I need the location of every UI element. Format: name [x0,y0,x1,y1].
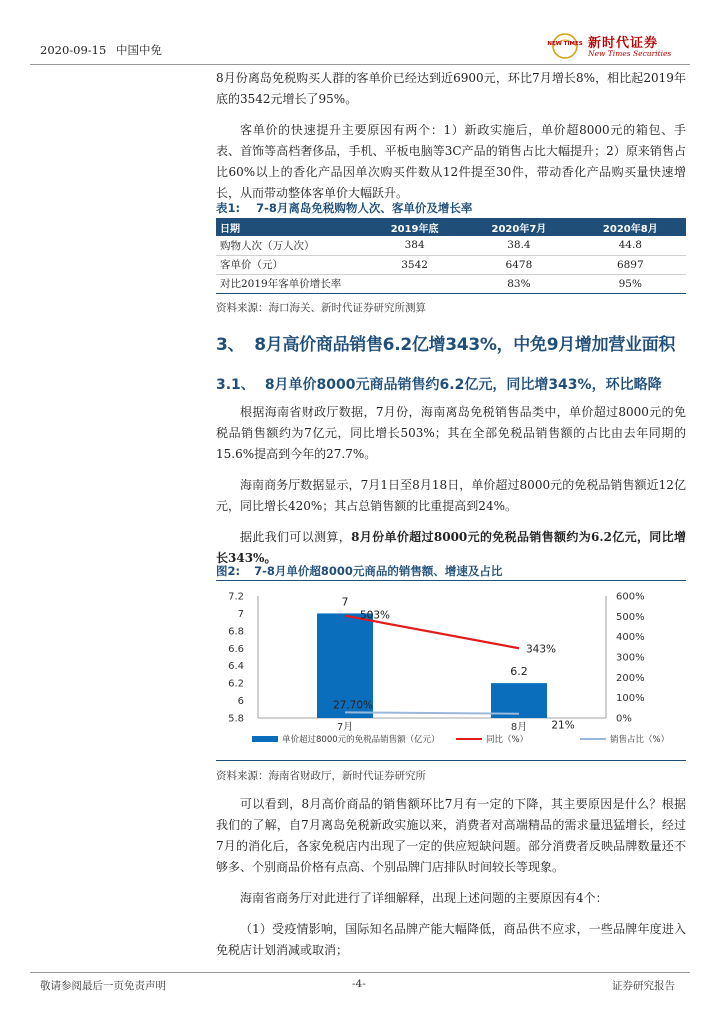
y-left-tick-label: 7 [237,608,244,620]
table-cell: 客单价（元） [216,255,366,274]
table-row [216,274,686,293]
table-1-source: 资料来源：海口海关、新时代证券研究所测算 [216,302,426,314]
y-left-tick-label: 5.8 [228,713,244,725]
table-header-row [216,218,686,236]
paragraph-3: 根据海南省财政厅数据，7月份，海南离岛免税销售品类中，单价超过8000元的免税品销售额约为7亿元，同比增长503%；其在全部免税品销售额的占比由去年同期的15.6%提高到今年的27.7%。 [216,405,686,461]
y-left-tick-label: 6.4 [228,661,244,673]
section-3-1-body [216,402,686,569]
y-right-tick-label: 100% [616,693,645,705]
paragraph-8: （1）受疫情影响，国际知名品牌产能大幅降低，商品供不应求，一些品牌年度进入免税店计划消减或取消； [216,922,686,957]
table-header-cell: 2019年底 [366,218,463,236]
svg-text:NEW TIMES: NEW TIMES [547,41,583,47]
paragraph-4: 海南商务厅数据显示，7月1日至8月18日，单价超过8000元的免税品销售额近12亿元，同比增长420%；其占总销售额的比重提高到24%。 [216,478,686,513]
page-header [30,30,690,62]
section-3-1-heading [216,374,696,394]
y-right-tick-label: 600% [616,591,645,603]
sales-share-line [345,712,519,713]
brand-logo-icon [547,32,583,60]
y-left-tick-label: 6.6 [228,643,244,655]
brand-logo [547,30,690,62]
paragraph-1: 8月份离岛免税购买人群的客单价已经达到近6900元，环比7月增长8%，相比起2019年底的3542元增长了95%。 [216,71,686,106]
table-1-number: 表1: [216,201,241,215]
company-name: 中国中免 [115,43,162,57]
table-cell: 44.8 [575,236,686,255]
table-cell: 83% [463,274,574,293]
paragraph-7: 海南省商务厅对此进行了详细解释，出现上述问题的主要原因有4个： [240,891,608,905]
legend-label: 同比（%） [486,735,529,745]
section-3-title: 8月高价商品销售6.2亿增343%，中免9月增加营业面积 [254,335,676,355]
table-cell: 3542 [366,255,463,274]
y-left-tick-label: 7.2 [228,591,244,603]
table-cell: 6897 [575,255,686,274]
section-3-1-title: 8月单价8000元商品销售约6.2亿元，同比增343%，环比略降 [264,377,662,393]
table-cell [366,274,463,293]
header-meta [40,42,168,58]
share-data-label: 21% [551,719,575,732]
legend-swatch [252,736,278,742]
section-3-heading [216,330,696,355]
brand-name-en: New Times Securities [588,49,672,58]
yoy-data-label: 503% [359,609,391,622]
y-right-tick-label: 200% [616,672,645,684]
yoy-data-label: 343% [525,643,557,656]
table-cell: 95% [575,274,686,293]
table-header-cell: 2020年7月 [463,218,574,236]
figure-2-source: 资料来源：海南省财政厅，新时代证券研究所 [216,770,426,782]
y-left-tick-label: 6.2 [228,678,244,690]
y-right-tick-label: 0% [616,713,632,725]
table-cell: 对比2019年客单价增长率 [216,274,366,293]
analysis-section [216,794,686,961]
sales-chart [216,584,686,754]
figure-2-number: 图2: [216,564,241,578]
share-data-label: 27.70% [332,699,374,712]
table-1 [216,218,686,294]
intro-section [216,68,686,204]
table-cell: 购物人次（万人次） [216,236,366,255]
table-header-cell: 日期 [216,218,366,236]
y-right-tick-label: 500% [616,611,645,623]
paragraph-2: 客单价的快速提升主要原因有两个：1）新政实施后，单价超8000元的箱包、手表、首饰等高档奢侈品，手机、平板电脑等3C产品的销售占比大幅提升；2）原来销售占比60%以上的香化产品因单次购买件数从12件提至30件，带动香化产品购买量快速增长，从而带动整体客单价大幅跃升。 [216,123,686,200]
bar-data-label: 6.2 [510,665,528,679]
bar-data-label: 7 [341,595,349,609]
header-divider [30,64,690,65]
table-cell: 6478 [463,255,574,274]
paragraph-5-emphasis: 8月份单价超过8000元的免税品销售额约为6.2亿元，同比增长343%。 [216,530,686,565]
y-right-tick-label: 400% [616,632,645,644]
brand-name-cn: 新时代证券 [588,36,659,51]
table-header-cell: 2020年8月 [575,218,686,236]
report-date: 2020-09-15 [40,43,107,57]
x-tick-label: 7月 [336,722,354,733]
table-1-caption: 7-8月离岛免税购物人次、客单价及增长率 [256,201,473,215]
x-tick-label: 8月 [510,722,528,733]
table-cell: 38.4 [463,236,574,255]
footer-disclaimer: 敬请参阅最后一页免责声明 [40,980,166,992]
figure-top-divider [216,580,686,581]
y-right-tick-label: 300% [616,652,645,664]
table-cell: 384 [366,236,463,255]
legend-label: 销售占比（%） [610,735,670,745]
y-left-tick-label: 6.8 [228,626,244,638]
table-row [216,255,686,274]
legend-label: 单价超过8000元的免税品销售额（亿元） [282,735,440,745]
table-1-title [216,200,686,216]
y-left-tick-label: 6 [237,696,244,708]
section-3-1-number: 3.1、 [216,377,255,393]
page-number: -4- [352,978,366,990]
paragraph-6: 可以看到，8月高价商品的销售额环比7月有一定的下降，其主要原因是什么？根据我们的了解，自7月离岛免税新政实施以来，消费者对高端精品的需求量迅猛增长，经过7月的消化后，各家免税店内出现了一定的供应短缺问题。部分消费者反映品牌数量还不够多、个别商品价格有点高、个别品牌门店排队时间较长等现象。 [216,797,686,874]
table-row [216,236,686,255]
figure-2-caption: 7-8月单价超8000元商品的销售额、增速及占比 [254,564,503,578]
section-3-number: 3、 [216,335,245,355]
figure-2-title [216,563,686,579]
figure-bottom-divider [216,760,686,761]
footer-report-type: 证券研究报告 [612,980,675,992]
paragraph-5-text: 据此我们可以测算， [240,530,352,544]
footer-divider [30,972,690,973]
